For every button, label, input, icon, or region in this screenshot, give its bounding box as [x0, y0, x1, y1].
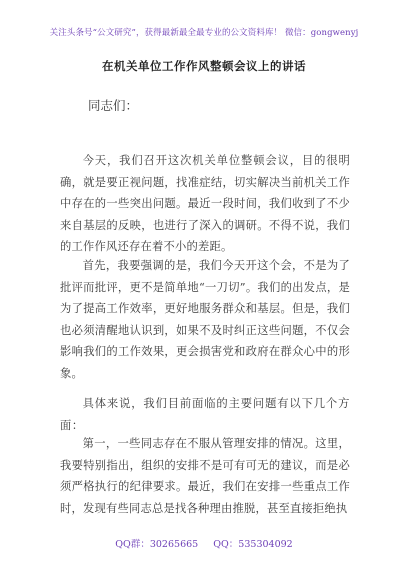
contact-footer	[0, 536, 408, 550]
paragraph-2: 首先，我要强调的是，我们今天开这个会，不是为了批评而批评，更不是简单地“一刀切”。我们的出发点，是为了提高工作效率，更好地服务群众和基层。但是，我们也必须清醒地认识到，如果不及时纠正这些问题，不仅会影响我们的工作效果，更会损害党和政府在群众心中的形象。	[60, 259, 350, 380]
salutation: 同志们：	[88, 98, 139, 113]
paragraph-1: 今天，我们召开这次机关单位整顿会议，目的很明确，就是要正视问题，找准症结，切实解决当前机关工作中存在的一些突出问题。最近一段时间，我们收到了不少来自基层的反映，也进行了深入的调研。不得不说，我们的工作作风还存在着不小的差距。	[60, 154, 350, 253]
paragraph-4: 第一，一些同志存在不服从管理安排的情况。这里，我要特别指出，组织的安排不是可有可无的建议，而是必须严格执行的纪律要求。最近，我们在安排一些重点工作时，发现有些同志总是找各种理由推脱，甚至直接拒绝执	[60, 437, 350, 515]
paragraph-3: 具体来说，我们目前面临的主要问题有以下几个方面：	[60, 397, 350, 432]
qq-number: QQ：535304092	[213, 539, 293, 550]
document-title: 在机关单位工作作风整顿会议上的讲话	[102, 59, 306, 73]
qq-group-number: QQ群：30265665	[115, 539, 199, 550]
promo-header-note: 关注头条号“公文研究”，获得最新最全最专业的公文资料库！ 微信：gongwenyj	[49, 28, 359, 38]
